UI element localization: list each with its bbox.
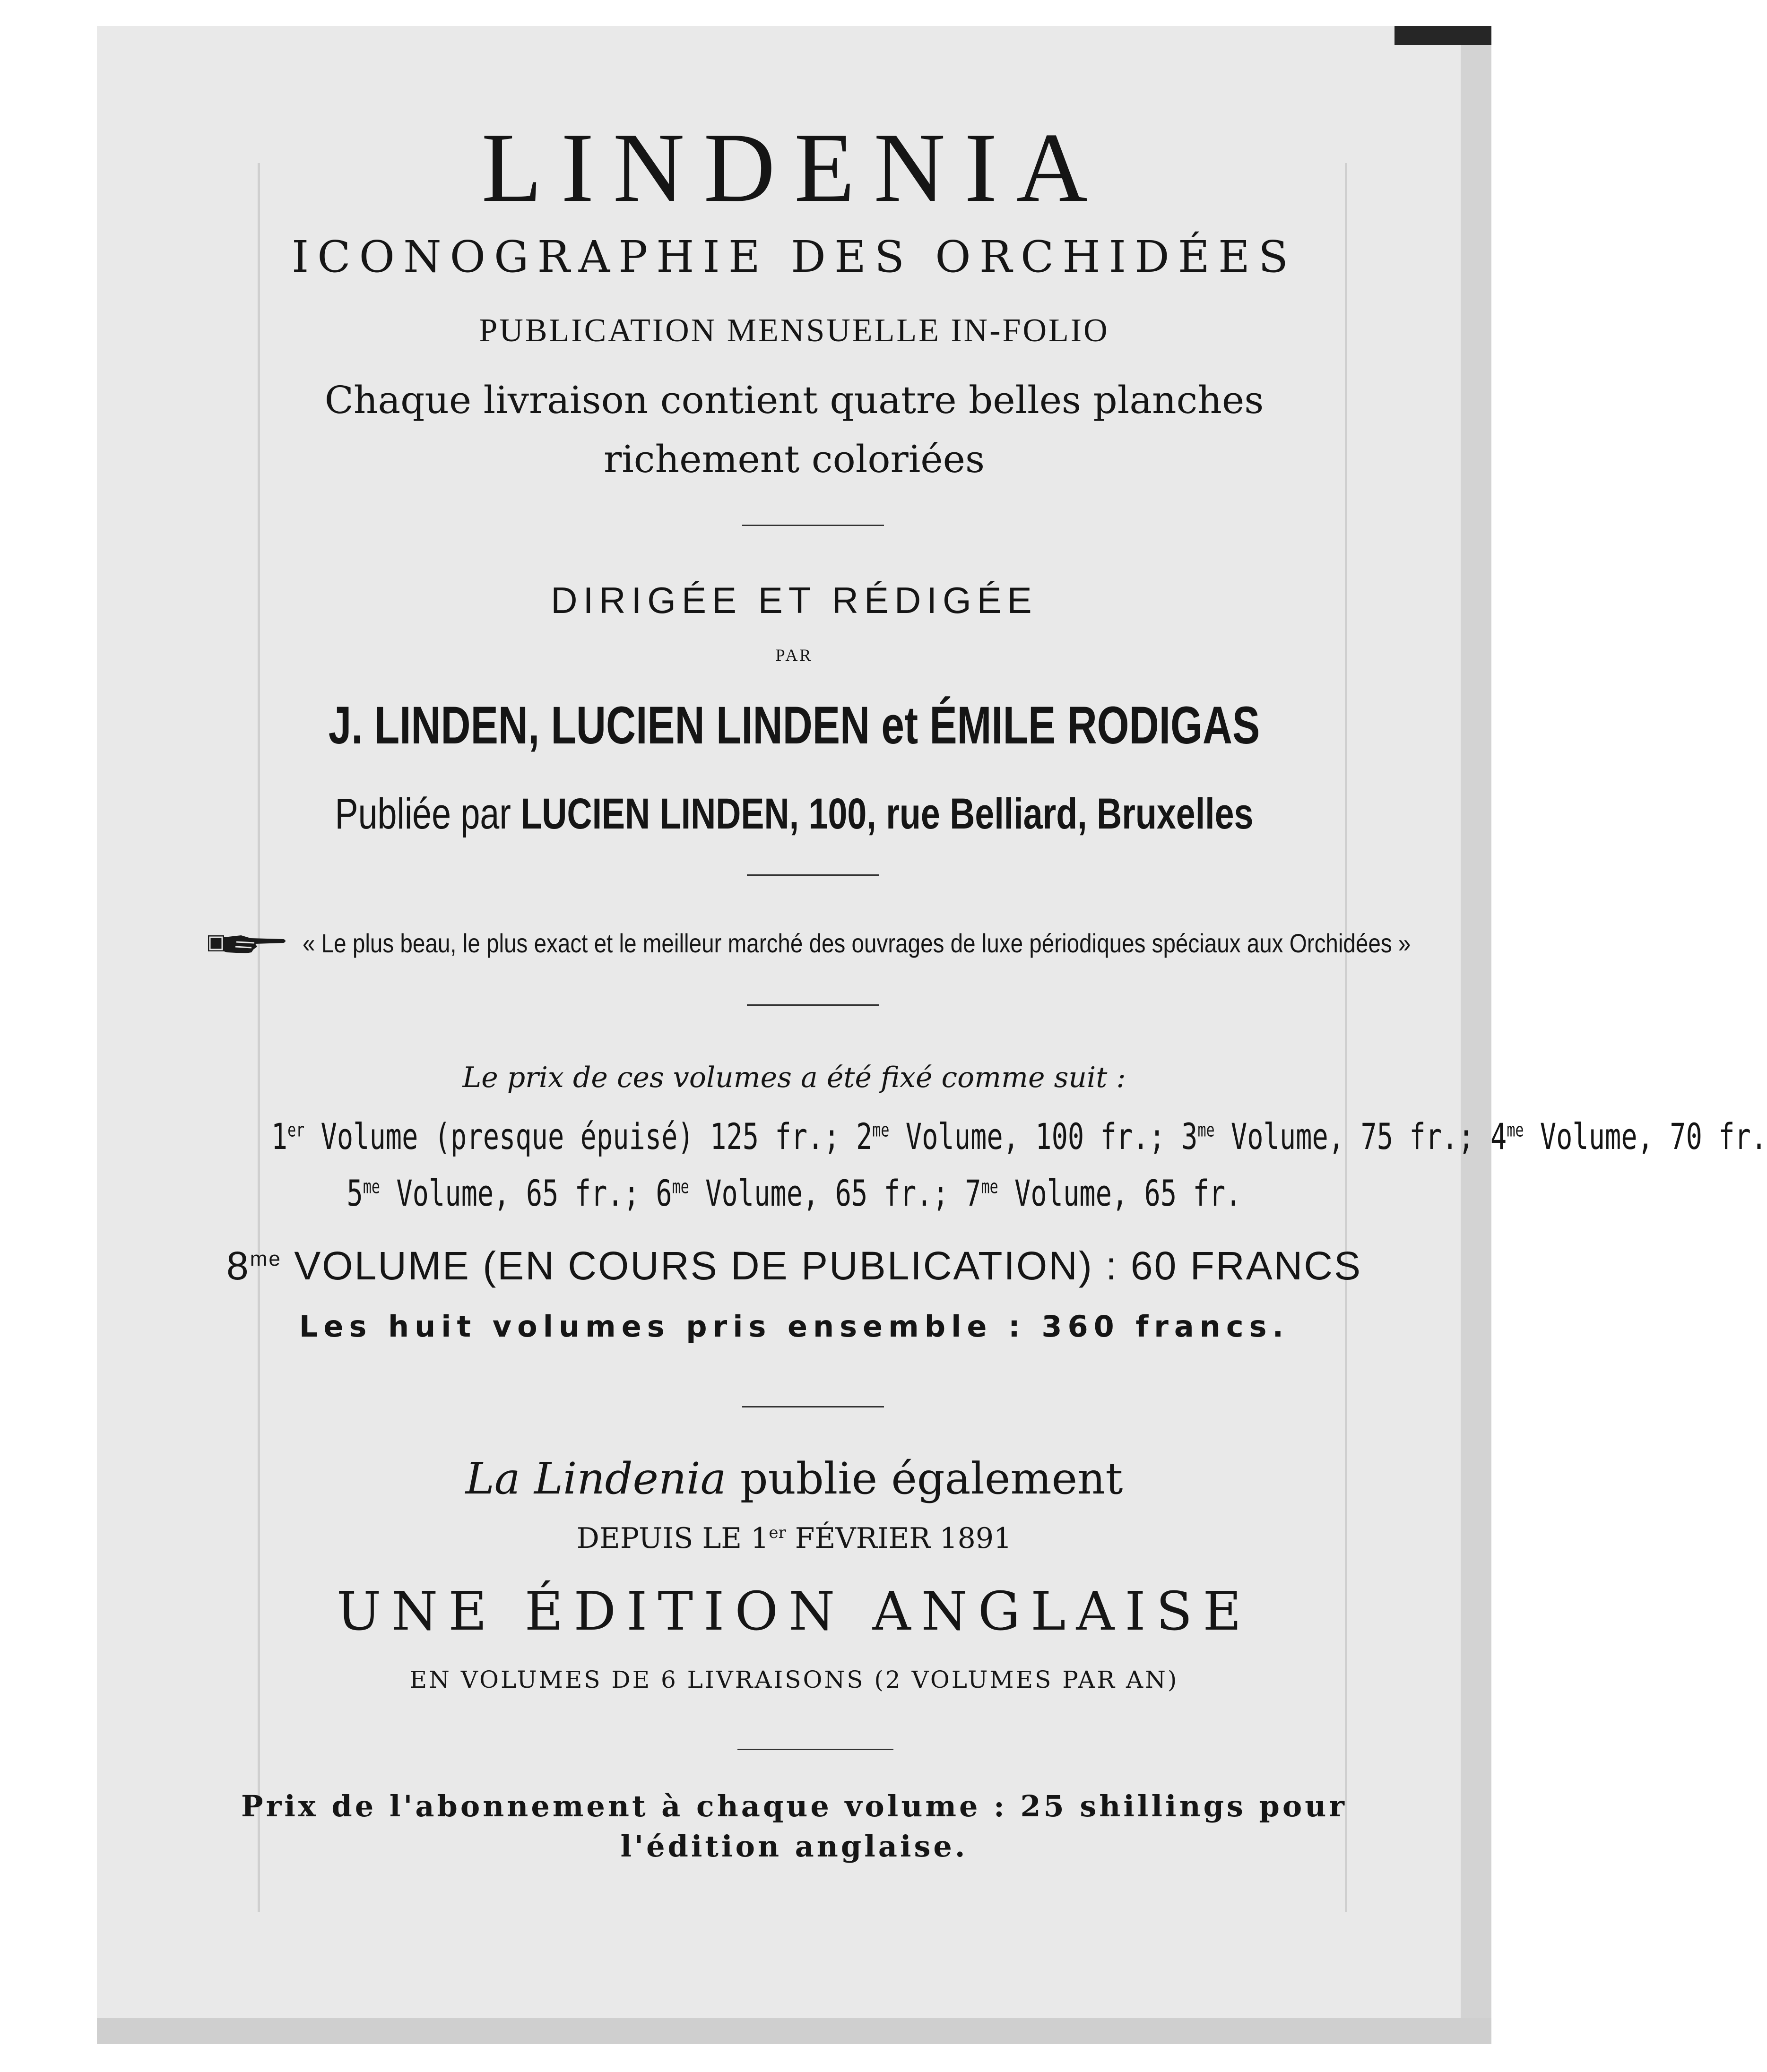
description-line-1: Chaque livraison contient quatre belles planches bbox=[324, 378, 1264, 422]
volume-7-num: 7 bbox=[965, 1172, 981, 1214]
also-publishes-rest: publie également bbox=[726, 1453, 1123, 1504]
also-publishes bbox=[97, 1453, 1491, 1504]
also-publishes-italic: La Lindenia bbox=[465, 1453, 727, 1504]
volume-3-num: 3 bbox=[1181, 1115, 1198, 1157]
volume-2-text: Volume, 100 fr.; bbox=[889, 1115, 1182, 1157]
quote-row bbox=[208, 924, 1606, 962]
pointing-hand-icon bbox=[208, 929, 288, 957]
volume-2-num: 2 bbox=[856, 1115, 873, 1157]
divider-3 bbox=[747, 1004, 879, 1006]
publisher-name: LUCIEN LINDEN, 100, rue Belliard, Bruxelles bbox=[520, 790, 1254, 838]
volume-7-sup: me bbox=[981, 1176, 998, 1198]
scan-left-margin bbox=[0, 0, 97, 2072]
since-sup: er bbox=[769, 1523, 786, 1542]
subscription-line-1: Prix de l'abonnement à chaque volume : 25 shillings pour bbox=[241, 1789, 1347, 1823]
quote-text: « Le plus beau, le plus exact et le meilleur marché des ouvrages de luxe périodiques spéciaux aux Orchidées » bbox=[303, 928, 1411, 958]
divider-2 bbox=[747, 874, 879, 876]
volume-8-sup: me bbox=[250, 1247, 282, 1270]
volume-8-line bbox=[97, 1243, 1491, 1289]
since-before: DEPUIS LE 1 bbox=[576, 1522, 769, 1555]
volume-4-sup: me bbox=[1507, 1119, 1524, 1141]
volume-prices-line-2 bbox=[271, 1172, 1317, 1214]
divider-5 bbox=[737, 1749, 893, 1750]
scan-right-margin bbox=[1576, 0, 1603, 2072]
volume-3-text: Volume, 75 fr.; bbox=[1214, 1115, 1490, 1157]
bleed-through-frame-left bbox=[258, 163, 260, 1912]
volume-1-num: 1 bbox=[271, 1115, 288, 1157]
scan-corner bbox=[1395, 26, 1491, 45]
page-subtitle: ICONOGRAPHIE DES ORCHIDÉES bbox=[291, 232, 1297, 282]
divider-4 bbox=[742, 1406, 884, 1407]
since-after: FÉVRIER 1891 bbox=[786, 1522, 1012, 1555]
bleed-through-frame-right bbox=[1345, 163, 1347, 1912]
volume-4-num: 4 bbox=[1490, 1115, 1507, 1157]
subscription-line-2: l'édition anglaise. bbox=[620, 1829, 968, 1864]
volume-1-text: Volume (presque épuisé) 125 fr.; bbox=[304, 1115, 856, 1157]
volume-5-sup: me bbox=[363, 1176, 380, 1198]
directed-heading: DIRIGÉE ET RÉDIGÉE bbox=[551, 579, 1038, 621]
volume-8-text: VOLUME (EN COURS DE PUBLICATION) : 60 FRANCS bbox=[281, 1243, 1362, 1288]
volume-count: EN VOLUMES DE 6 LIVRAISONS (2 VOLUMES PAR AN) bbox=[409, 1666, 1179, 1693]
page-bottom-edge bbox=[97, 2018, 1491, 2044]
english-edition-heading: UNE ÉDITION ANGLAISE bbox=[336, 1581, 1252, 1642]
divider-1 bbox=[742, 525, 884, 526]
price-intro: Le prix de ces volumes a été fixé comme suit : bbox=[462, 1061, 1126, 1094]
par-label: PAR bbox=[775, 646, 813, 665]
volume-6-num: 6 bbox=[656, 1172, 672, 1214]
volume-3-sup: me bbox=[1197, 1119, 1215, 1141]
page-title: LINDENIA bbox=[481, 113, 1107, 223]
volume-6-text: Volume, 65 fr.; bbox=[689, 1172, 965, 1214]
authors: J. LINDEN, LUCIEN LINDEN et ÉMILE RODIGAS bbox=[328, 696, 1260, 755]
volume-5-num: 5 bbox=[346, 1172, 363, 1214]
volume-6-sup: me bbox=[672, 1176, 689, 1198]
publisher-prefix: Publiée par bbox=[335, 790, 511, 838]
volume-8-num: 8 bbox=[226, 1243, 250, 1288]
description-line-2: richement coloriées bbox=[603, 437, 985, 481]
publication-frequency: PUBLICATION MENSUELLE IN-FOLIO bbox=[479, 312, 1109, 349]
volume-prices-line-1 bbox=[271, 1115, 1767, 1157]
publisher-line bbox=[236, 789, 1352, 839]
volume-4-text: Volume, 70 fr. bbox=[1524, 1115, 1767, 1157]
volume-5-text: Volume, 65 fr.; bbox=[380, 1172, 656, 1214]
all-volumes-price: Les huit volumes pris ensemble : 360 francs. bbox=[299, 1309, 1290, 1344]
volume-2-sup: me bbox=[872, 1119, 890, 1141]
volume-1-sup: er bbox=[287, 1119, 305, 1141]
volume-7-text: Volume, 65 fr. bbox=[998, 1172, 1242, 1214]
since-date bbox=[97, 1522, 1491, 1555]
